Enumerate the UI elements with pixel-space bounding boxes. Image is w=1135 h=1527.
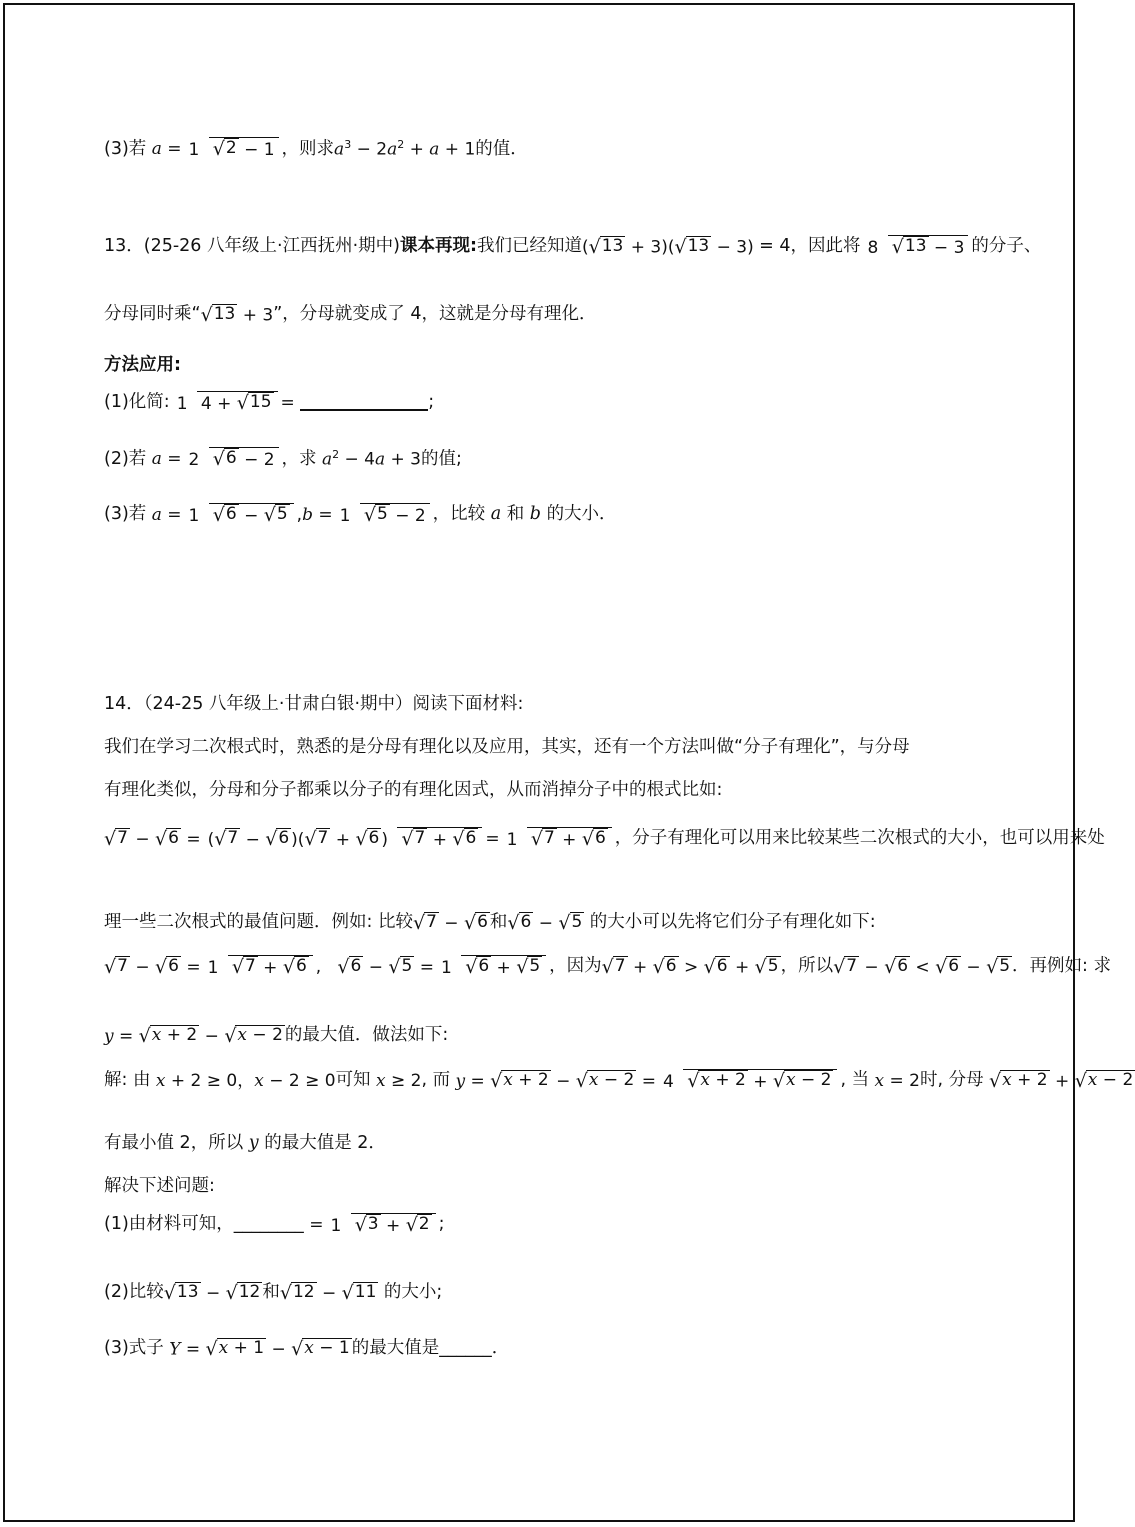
semicolon: ;	[438, 1214, 445, 1235]
q13-line2-start: 分母同时乘“	[104, 304, 201, 325]
equals-sign: =	[280, 392, 301, 413]
answer-blank[interactable]	[300, 395, 428, 411]
fraction-1-over-sqrt5-minus-2: 1 √ 5 − 2	[336, 504, 430, 526]
math-sqrt13-minus-sqrt12: √ 13 − √ 12	[163, 1281, 261, 1304]
math-sqrt6-minus-sqrt5: √ 6 − √ 5	[507, 911, 583, 934]
q13-line2-end: ”，分母就变成了 4，这就是分母有理化．	[273, 304, 597, 325]
fraction-1-over-sqrt6-minus-sqrt5: 1 √ 6 − √ 5	[185, 504, 294, 526]
q14-sub2-and: 和	[262, 1282, 280, 1303]
q14-so: ，所以	[780, 956, 834, 977]
math-sqrt7-minus-sqrt6: √ 7 − √ 6 =	[104, 827, 201, 850]
math-quadratic: $a^2 - 4a + 3$	[321, 448, 421, 470]
math-conjugate-product: ( √ 13 + 3)( √ 13 − 3)	[581, 235, 760, 258]
fraction-rationalize-numerator: ( √ 7 − √ 6 )( √ 7 + √ 6 ) √ 7 + √ 6	[204, 828, 483, 850]
math-cubic: $a^3 - 2a^2 + a + 1$	[334, 138, 476, 160]
math-y-expression: y = √ x + 2 − √ x − 2	[104, 1024, 283, 1047]
math-conditions: x + 2 ≥ 0，x − 2 ≥ 0	[155, 1070, 336, 1091]
q14-sol-line2-end: 的最大值是 2．	[264, 1133, 386, 1153]
q13-part2-label: (2)若	[104, 448, 147, 469]
fraction-1-over-sqrt3-plus-sqrt2: 1 √ 3 + √ 2	[326, 1214, 435, 1236]
q14-sub1-label: (1)由材料可知，	[104, 1214, 234, 1235]
q14-sub3	[104, 1338, 509, 1360]
q14-ex1-tail: ，分子有理化可以用来比较某些二次根式的大小，也可以用来处	[614, 828, 1105, 849]
q13-end: 的分子、	[971, 236, 1042, 257]
q14-sol-e: 时, 分母	[920, 1070, 984, 1091]
math-Y-expression: Y = √ x + 1 − √ x − 1	[169, 1337, 350, 1360]
math-a-eq: a =	[151, 504, 182, 525]
q13-part1	[104, 392, 434, 414]
fraction-2-over-sqrt6-minus-2: 2 √ 6 − 2	[185, 448, 279, 470]
math-x-ge-2: x ≥ 2	[375, 1070, 422, 1091]
q14-sub2	[104, 1282, 442, 1304]
fraction-1-over-sqrt7-plus-sqrt6: 1 √ 7 + √ 6	[503, 828, 612, 850]
var-a: a	[485, 504, 507, 525]
math-x-eq-2: x = 2	[874, 1070, 920, 1091]
fraction-1-over-sqrt7-plus-sqrt6: 1 √ 7 + √ 6	[204, 956, 313, 978]
q12-part3-mid: ，则求	[281, 138, 335, 159]
q14-line4-a: 理一些二次根式的最值问题．例如: 比较	[104, 912, 413, 933]
answer-dash-blank[interactable]: ________	[233, 1214, 304, 1235]
fraction-1-over-sqrt6-plus-sqrt5: 1 √ 6 + √ 5	[437, 956, 546, 978]
math-inequality-sum: √ 7 + √ 6 > √ 6 + √ 5	[601, 955, 779, 978]
math-y-eq: y = √ x + 2 − √ x − 2 =	[455, 1069, 657, 1092]
math-b-eq: ,b =	[296, 504, 333, 525]
math-sqrt7-minus-sqrt6: √ 7 − √ 6 =	[104, 955, 201, 978]
q14-line4	[104, 912, 876, 934]
q13-part3-tail: 的大小．	[546, 504, 617, 525]
q14-para2: 有理化类似，分母和分子都乘以分子的有理化因式，从而消掉分子中的根式比如:	[104, 780, 723, 800]
q14-sub3-period: ．	[491, 1338, 510, 1359]
q13-eq: = 4，因此将	[759, 236, 861, 257]
q14-line6-end: 的最大值．做法如下:	[284, 1025, 449, 1046]
q14-sub1	[104, 1214, 445, 1236]
var-b: b	[524, 504, 547, 525]
fraction-4-over-sum: 4 √ x + 2 + √ x − 2	[659, 1070, 837, 1092]
comma: ,	[315, 956, 338, 977]
q13-part2-end: ，求	[281, 448, 317, 469]
answer-blank[interactable]: ______	[439, 1338, 492, 1359]
q14-sub3-label: (3)式子	[104, 1338, 164, 1359]
q14-sol-line2-text: 有最小值 2，所以	[104, 1133, 244, 1153]
equals-sign: =	[303, 1214, 324, 1235]
q14-sol-a: 解: 由	[104, 1070, 151, 1091]
math-sqrt6-minus-sqrt5: √ 6 − √ 5 =	[337, 955, 434, 978]
q13-bold-title: 课本再现:	[399, 236, 477, 257]
q14-line5	[104, 956, 1111, 978]
q13-header: 13．(25-26 八年级上·江西抚州·期中)	[104, 236, 400, 257]
q13-method-title: 方法应用:	[104, 355, 181, 375]
math-a-eq: a =	[151, 448, 182, 469]
q12-part3-label: (3)若	[104, 138, 147, 159]
q14-line6	[104, 1025, 448, 1047]
q14-solution	[104, 1070, 1135, 1092]
math-sqrt7-minus-sqrt6: √ 7 − √ 6	[412, 911, 488, 934]
q12-part3-end: 的值．	[475, 138, 528, 159]
q12-part3	[104, 138, 528, 160]
q14-because: ，因为	[549, 956, 602, 977]
q13-part1-label: (1)化简:	[104, 392, 170, 413]
q13-part3-end: ，比较	[432, 504, 486, 525]
q14-sub2-label: (2)比较	[104, 1282, 164, 1303]
q13-part2	[104, 448, 462, 470]
q14-sol-line2	[104, 1133, 386, 1154]
q13-part2-tail: 的值;	[420, 448, 462, 469]
q14-example1	[104, 828, 1105, 850]
q13-line1	[104, 236, 1041, 258]
q14-sol-b: 可知	[335, 1070, 371, 1091]
q14-sub3-end: 的最大值是	[351, 1338, 440, 1359]
math-sqrt12-minus-sqrt11: √ 12 − √ 11	[279, 1281, 377, 1304]
math-sqrt13-plus-3: √ 13 + 3	[200, 303, 274, 326]
q13-part3-label: (3)若	[104, 504, 147, 525]
fraction-1-over-sqrt2-minus-1: 1 √ 2 − 1	[185, 138, 279, 160]
q14-sol-d: , 当	[840, 1070, 870, 1091]
q14-solve-title: 解决下述问题:	[104, 1176, 215, 1196]
q14-sub2-end: 的大小;	[383, 1282, 443, 1303]
q14-line4-end: 的大小可以先将它们分子有理化如下:	[589, 912, 876, 933]
q14-para1: 我们在学习二次根式时，熟悉的是分母有理化以及应用，其实，还有一个方法叫做“分子有理化”，与分母	[104, 737, 910, 757]
var-y: y	[243, 1133, 265, 1153]
q13-line2	[104, 304, 596, 326]
q14-line4-and: 和	[489, 912, 508, 933]
semicolon: ;	[428, 392, 435, 413]
fraction-1-over-4-plus-sqrt15: 1 4 + √ 15	[173, 392, 278, 414]
equals-sign: =	[485, 828, 500, 849]
q13-and: 和	[506, 504, 525, 525]
q13-known: 我们已经知道	[476, 236, 582, 257]
q14-header: 14．（24-25 八年级上·甘肃白银·期中）阅读下面材料:	[104, 694, 524, 714]
q13-part3	[104, 504, 617, 526]
q14-line5-end: ．再例如: 求	[1012, 956, 1111, 977]
fraction-8-over-sqrt13-minus-3: 8 √ 13 − 3	[864, 236, 969, 258]
math-inequality-diff: √ 7 − √ 6 < √ 6 − √ 5	[833, 955, 1011, 978]
math-denominator-sum: √ x + 2 + √ x − 2	[989, 1069, 1134, 1092]
q14-sol-c: , 而	[421, 1070, 451, 1091]
math-a-eq: a =	[151, 138, 182, 159]
